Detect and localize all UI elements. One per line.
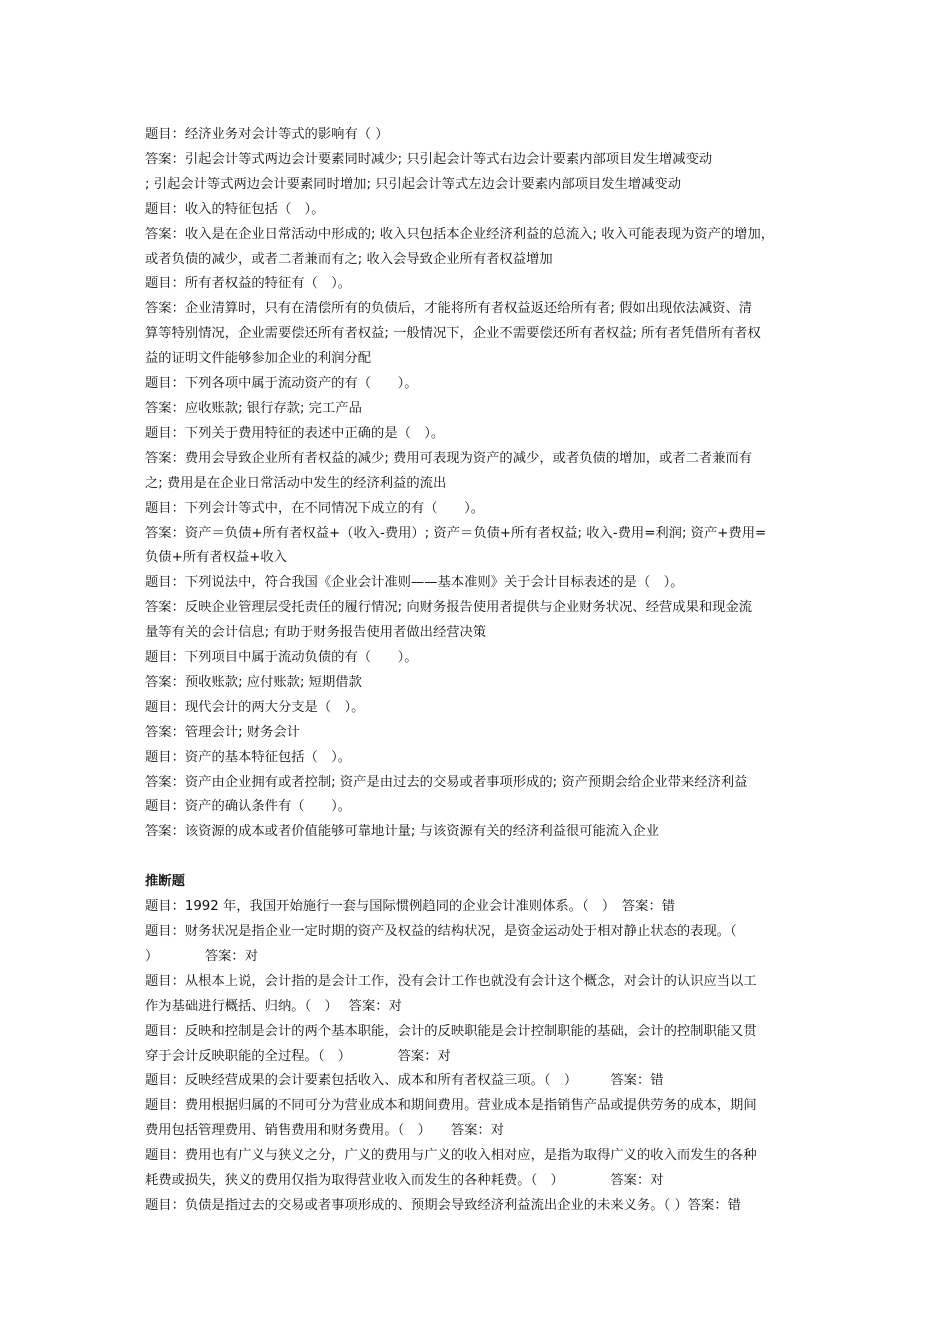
- text-line: 答案：资产由企业拥有或者控制; 资产是由过去的交易或者事项形成的; 资产预期会给企业带来经济利益: [145, 774, 748, 790]
- text-line: 题目：资产的确认条件有（ ）。: [145, 799, 352, 815]
- text-line: 题目：经济业务对会计等式的影响有（ ）: [145, 127, 389, 142]
- text-line: 答案：引起会计等式两边会计要素同时减少; 只引起会计等式右边会计要素内部项目发生增减变动: [145, 151, 713, 167]
- text-line: 算等特别情况，企业需要偿还所有者权益; 一般情况下，企业不需要偿还所有者权益; 所有者凭借所有者权: [145, 326, 761, 342]
- text-line: 题目：负债是指过去的交易或者事项形成的、预期会导致经济利益流出企业的未来义务。（ ）答案：错: [145, 1197, 741, 1213]
- text-line: 题目：反映经营成果的会计要素包括收入、成本和所有者权益三项。（ ） 答案：错: [145, 1073, 664, 1089]
- text-line: 答案：资产＝负债+所有者权益+（收入-费用）; 资产＝负债+所有者权益; 收入-费用=利润; 资产+费用=: [145, 525, 767, 541]
- text-line: 题目：费用也有广义与狭义之分，广义的费用与广义的收入相对应，是指为取得广义的收入而发生的各种: [145, 1148, 757, 1164]
- text-line: 题目：1992 年，我国开始施行一套与国际惯例趋同的企业会计准则体系。（ ） 答案：错: [145, 899, 676, 915]
- text-line: 答案：反映企业管理层受托责任的履行情况; 向财务报告使用者提供与企业财务状况、经营成果和现金流: [145, 600, 753, 616]
- text-line: 题目：资产的基本特征包括（ ）。: [145, 749, 352, 765]
- text-line: 作为基础进行概括、归纳。（ ） 答案：对: [145, 998, 402, 1014]
- text-line: 题目：下列项目中属于流动负债的有（ ）。: [145, 650, 418, 666]
- section-gap: [145, 845, 825, 870]
- text-line: 题目：财务状况是指企业一定时期的资产及权益的结构状况，是资金运动处于相对静止状态的表现。（: [145, 923, 737, 939]
- text-line: 答案：管理会计; 财务会计: [145, 724, 300, 740]
- text-line: 题目：所有者权益的特征有（ ）。: [145, 276, 352, 292]
- text-line: 费用包括管理费用、销售费用和财务费用。（ ） 答案：对: [145, 1123, 505, 1139]
- text-line: 穿于会计反映职能的全过程。（ ） 答案：对: [145, 1048, 451, 1064]
- text-line: 答案：收入是在企业日常活动中形成的; 收入只包括本企业经济利益的总流入; 收入可能表现为资产的增加，: [145, 226, 775, 242]
- multiple-choice-section: [145, 123, 825, 845]
- document-page: [145, 123, 825, 1219]
- text-line: 题目：现代会计的两大分支是（ ）。: [145, 699, 365, 715]
- section-heading: 推断题: [145, 874, 185, 890]
- text-line: 答案：该资源的成本或者价值能够可靠地计量; 与该资源有关的经济利益很可能流入企业: [145, 824, 659, 840]
- text-line: ; 引起会计等式两边会计要素同时增加; 只引起会计等式左边会计要素内部项目发生增减变动: [145, 176, 681, 192]
- text-line: 答案：预收账款; 应付账款; 短期借款: [145, 674, 362, 690]
- text-line: 题目：收入的特征包括（ ）。: [145, 201, 325, 217]
- text-line: 题目：从根本上说，会计指的是会计工作，没有会计工作也就没有会计这个概念，对会计的认识应当以工: [145, 973, 757, 989]
- text-line: 或者负债的减少，或者二者兼而有之; 收入会导致企业所有者权益增加: [145, 251, 553, 267]
- true-false-section: [145, 870, 825, 1219]
- text-line: 负债+所有者权益+收入: [145, 550, 287, 566]
- text-line: 题目：下列关于费用特征的表述中正确的是（ ）。: [145, 425, 445, 441]
- text-line: 题目：费用根据归属的不同可分为营业成本和期间费用。营业成本是指销售产品或提供劳务的成本，期间: [145, 1098, 757, 1114]
- text-line: 之; 费用是在企业日常活动中发生的经济利益的流出: [145, 475, 447, 491]
- text-line: 量等有关的会计信息; 有助于财务报告使用者做出经营决策: [145, 625, 487, 641]
- text-line: 答案：企业清算时，只有在清偿所有的负债后，才能将所有者权益返还给所有者; 假如出现依法减资、清: [145, 301, 753, 317]
- text-line: 耗费或损失，狭义的费用仅指为取得营业收入而发生的各种耗费。（ ） 答案：对: [145, 1173, 664, 1189]
- text-line: 题目：下列会计等式中，在不同情况下成立的有（ ）。: [145, 500, 485, 516]
- text-line: 题目：下列各项中属于流动资产的有（ ）。: [145, 376, 418, 392]
- text-line: 益的证明文件能够参加企业的利润分配: [145, 351, 372, 367]
- text-line: 题目：下列说法中，符合我国《企业会计准则——基本准则》关于会计目标表述的是（ ）。: [145, 575, 684, 591]
- text-line: 答案：费用会导致企业所有者权益的减少; 费用可表现为资产的减少，或者负债的增加，或者二者兼而有: [145, 450, 753, 466]
- text-line: 答案：应收账款; 银行存款; 完工产品: [145, 400, 362, 416]
- text-line: 题目：反映和控制是会计的两个基本职能，会计的反映职能是会计控制职能的基础，会计的控制职能又贯: [145, 1023, 757, 1039]
- text-line: ） 答案：对: [145, 948, 259, 964]
